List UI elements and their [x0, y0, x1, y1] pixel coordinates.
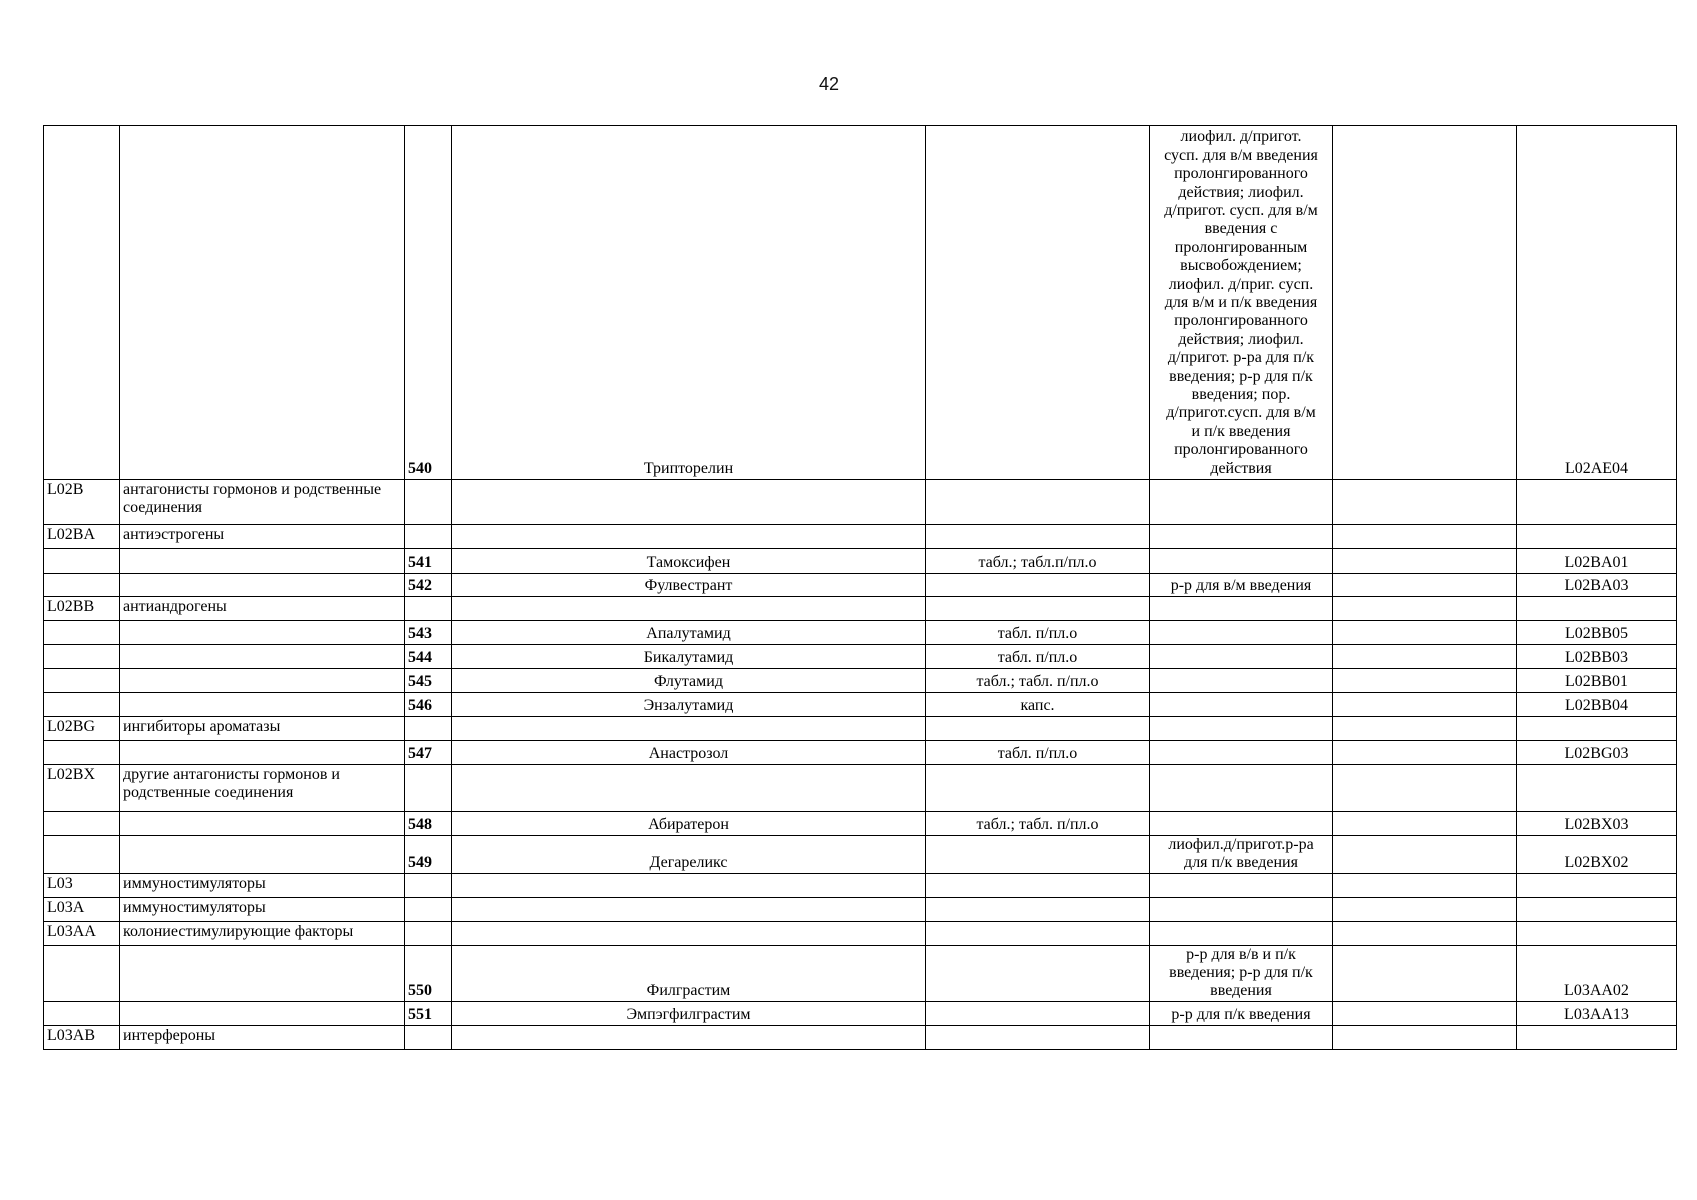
extra-form-cell	[1333, 765, 1517, 812]
oral-form-cell: табл.; табл. п/пл.о	[926, 669, 1150, 693]
atc-code-cell	[1517, 874, 1677, 898]
oral-form-cell	[926, 874, 1150, 898]
oral-form-cell	[926, 525, 1150, 549]
oral-form-cell: капс.	[926, 693, 1150, 717]
group-code-cell	[44, 621, 120, 645]
atc-code-cell: L03AA02	[1517, 946, 1677, 1002]
drug-name-cell: Дегареликс	[452, 836, 926, 874]
injectable-form-cell	[1150, 597, 1333, 621]
item-number-cell	[405, 765, 452, 812]
atc-code-cell: L02BX02	[1517, 836, 1677, 874]
group-name-cell	[120, 693, 405, 717]
injectable-form-cell	[1150, 922, 1333, 946]
item-number-cell	[405, 597, 452, 621]
group-code-cell: L02BB	[44, 597, 120, 621]
table-body	[44, 126, 1677, 1050]
drug-row	[44, 836, 1677, 874]
extra-form-cell	[1333, 812, 1517, 836]
atc-code-cell	[1517, 717, 1677, 741]
drug-name-cell	[452, 874, 926, 898]
oral-form-cell	[926, 836, 1150, 874]
extra-form-cell	[1333, 574, 1517, 597]
drug-name-cell: Энзалутамид	[452, 693, 926, 717]
drug-name-cell	[452, 717, 926, 741]
group-code-cell	[44, 693, 120, 717]
injectable-form-cell	[1150, 1026, 1333, 1050]
group-row	[44, 597, 1677, 621]
item-number-cell: 546	[405, 693, 452, 717]
group-code-cell	[44, 126, 120, 480]
item-number-cell	[405, 874, 452, 898]
group-code-cell	[44, 812, 120, 836]
item-number-cell: 542	[405, 574, 452, 597]
group-name-cell	[120, 812, 405, 836]
drug-name-cell: Фулвестрант	[452, 574, 926, 597]
drug-row	[44, 693, 1677, 717]
group-code-cell	[44, 549, 120, 574]
group-name-cell: иммуностимуляторы	[120, 898, 405, 922]
drug-name-cell: Эмпэгфилграстим	[452, 1002, 926, 1026]
drug-row	[44, 645, 1677, 669]
oral-form-cell: табл.; табл. п/пл.о	[926, 812, 1150, 836]
oral-form-cell	[926, 126, 1150, 480]
item-number-cell: 543	[405, 621, 452, 645]
oral-form-cell	[926, 922, 1150, 946]
atc-code-cell	[1517, 525, 1677, 549]
oral-form-cell	[926, 898, 1150, 922]
group-name-cell: колониестимулирующие факторы	[120, 922, 405, 946]
group-name-cell: антиандрогены	[120, 597, 405, 621]
group-code-cell	[44, 946, 120, 1002]
group-code-cell	[44, 836, 120, 874]
group-row	[44, 922, 1677, 946]
extra-form-cell	[1333, 874, 1517, 898]
group-code-cell	[44, 1002, 120, 1026]
injectable-form-cell	[1150, 812, 1333, 836]
group-name-cell: интерфероны	[120, 1026, 405, 1050]
oral-form-cell	[926, 1002, 1150, 1026]
atc-code-cell	[1517, 1026, 1677, 1050]
group-name-cell: антагонисты гормонов и родственные соединения	[120, 480, 405, 525]
group-name-cell: антиэстрогены	[120, 525, 405, 549]
group-code-cell: L02B	[44, 480, 120, 525]
extra-form-cell	[1333, 525, 1517, 549]
atc-code-cell	[1517, 898, 1677, 922]
group-name-cell	[120, 126, 405, 480]
injectable-form-cell	[1150, 669, 1333, 693]
group-name-cell: иммуностимуляторы	[120, 874, 405, 898]
item-number-cell: 548	[405, 812, 452, 836]
extra-form-cell	[1333, 549, 1517, 574]
drug-name-cell: Филграстим	[452, 946, 926, 1002]
drug-row	[44, 621, 1677, 645]
group-name-cell	[120, 574, 405, 597]
atc-code-cell: L03AA13	[1517, 1002, 1677, 1026]
extra-form-cell	[1333, 898, 1517, 922]
extra-form-cell	[1333, 836, 1517, 874]
injectable-form-cell	[1150, 549, 1333, 574]
group-code-cell: L03AB	[44, 1026, 120, 1050]
oral-form-cell: табл. п/пл.о	[926, 645, 1150, 669]
extra-form-cell	[1333, 693, 1517, 717]
oral-form-cell	[926, 946, 1150, 1002]
group-name-cell: ингибиторы ароматазы	[120, 717, 405, 741]
item-number-cell: 541	[405, 549, 452, 574]
item-number-cell: 545	[405, 669, 452, 693]
group-code-cell: L03A	[44, 898, 120, 922]
drug-name-cell	[452, 1026, 926, 1050]
group-name-cell	[120, 669, 405, 693]
injectable-form-cell: р-р для в/м введения	[1150, 574, 1333, 597]
drug-row	[44, 812, 1677, 836]
extra-form-cell	[1333, 922, 1517, 946]
injectable-form-cell	[1150, 874, 1333, 898]
drug-row	[44, 741, 1677, 765]
extra-form-cell	[1333, 645, 1517, 669]
injectable-form-cell	[1150, 480, 1333, 525]
atc-code-cell: L02BB05	[1517, 621, 1677, 645]
group-name-cell	[120, 741, 405, 765]
extra-form-cell	[1333, 1002, 1517, 1026]
oral-form-cell	[926, 574, 1150, 597]
injectable-form-cell	[1150, 717, 1333, 741]
group-row	[44, 765, 1677, 812]
injectable-form-cell: лиофил. д/пригот. сусп. для в/м введения пролонгированного действия; лиофил. д/пригот. сусп. для в/м введения с пролонгированным высвобождением; лиофил. д/приг. сусп. для в/м и п/к введения пролонгированного действия; лиофил. д/пригот. р-ра для п/к введения; р-р для п/к введения; пор. д/пригот.сусп. для в/м и п/к введения пролонгированного действия	[1150, 126, 1333, 480]
item-number-cell: 540	[405, 126, 452, 480]
group-code-cell	[44, 645, 120, 669]
extra-form-cell	[1333, 597, 1517, 621]
group-name-cell	[120, 836, 405, 874]
injectable-form-cell	[1150, 525, 1333, 549]
item-number-cell	[405, 525, 452, 549]
item-number-cell: 551	[405, 1002, 452, 1026]
item-number-cell: 547	[405, 741, 452, 765]
extra-form-cell	[1333, 717, 1517, 741]
drug-name-cell	[452, 922, 926, 946]
drug-list-table	[43, 125, 1677, 1050]
atc-code-cell	[1517, 597, 1677, 621]
injectable-form-cell	[1150, 645, 1333, 669]
item-number-cell: 549	[405, 836, 452, 874]
extra-form-cell	[1333, 621, 1517, 645]
item-number-cell	[405, 898, 452, 922]
atc-code-cell	[1517, 765, 1677, 812]
oral-form-cell	[926, 597, 1150, 621]
drug-name-cell: Апалутамид	[452, 621, 926, 645]
oral-form-cell	[926, 765, 1150, 812]
group-row	[44, 898, 1677, 922]
item-number-cell	[405, 480, 452, 525]
drug-name-cell: Трипторелин	[452, 126, 926, 480]
atc-code-cell: L02BA03	[1517, 574, 1677, 597]
injectable-form-cell	[1150, 741, 1333, 765]
atc-code-cell: L02BA01	[1517, 549, 1677, 574]
drug-name-cell: Тамоксифен	[452, 549, 926, 574]
drug-row	[44, 946, 1677, 1002]
extra-form-cell	[1333, 946, 1517, 1002]
group-code-cell: L03	[44, 874, 120, 898]
item-number-cell: 550	[405, 946, 452, 1002]
oral-form-cell	[926, 1026, 1150, 1050]
drug-name-cell	[452, 898, 926, 922]
group-row	[44, 525, 1677, 549]
group-row	[44, 717, 1677, 741]
atc-code-cell	[1517, 922, 1677, 946]
drug-name-cell: Анастрозол	[452, 741, 926, 765]
drug-name-cell	[452, 480, 926, 525]
extra-form-cell	[1333, 741, 1517, 765]
drug-name-cell: Абиратерон	[452, 812, 926, 836]
extra-form-cell	[1333, 126, 1517, 480]
group-code-cell: L03AA	[44, 922, 120, 946]
extra-form-cell	[1333, 480, 1517, 525]
injectable-form-cell	[1150, 621, 1333, 645]
injectable-form-cell	[1150, 898, 1333, 922]
drug-row	[44, 126, 1677, 480]
item-number-cell	[405, 717, 452, 741]
page-number: 42	[818, 74, 840, 94]
atc-code-cell: L02AE04	[1517, 126, 1677, 480]
group-code-cell	[44, 669, 120, 693]
group-row	[44, 480, 1677, 525]
group-name-cell: другие антагонисты гормонов и родственные соединения	[120, 765, 405, 812]
item-number-cell	[405, 922, 452, 946]
oral-form-cell: табл. п/пл.о	[926, 741, 1150, 765]
group-code-cell	[44, 574, 120, 597]
drug-row	[44, 574, 1677, 597]
group-name-cell	[120, 645, 405, 669]
oral-form-cell	[926, 717, 1150, 741]
group-name-cell	[120, 549, 405, 574]
extra-form-cell	[1333, 669, 1517, 693]
group-name-cell	[120, 946, 405, 1002]
group-name-cell	[120, 1002, 405, 1026]
group-code-cell: L02BX	[44, 765, 120, 812]
drug-name-cell: Флутамид	[452, 669, 926, 693]
drug-row	[44, 669, 1677, 693]
drug-row	[44, 549, 1677, 574]
atc-code-cell: L02BB04	[1517, 693, 1677, 717]
atc-code-cell: L02BG03	[1517, 741, 1677, 765]
oral-form-cell: табл. п/пл.о	[926, 621, 1150, 645]
drug-name-cell	[452, 765, 926, 812]
atc-code-cell: L02BB01	[1517, 669, 1677, 693]
item-number-cell: 544	[405, 645, 452, 669]
drug-name-cell	[452, 597, 926, 621]
group-row	[44, 874, 1677, 898]
injectable-form-cell	[1150, 693, 1333, 717]
drug-name-cell	[452, 525, 926, 549]
oral-form-cell: табл.; табл.п/пл.о	[926, 549, 1150, 574]
drug-row	[44, 1002, 1677, 1026]
group-row	[44, 1026, 1677, 1050]
injectable-form-cell: лиофил.д/пригот.р-ра для п/к введения	[1150, 836, 1333, 874]
atc-code-cell: L02BB03	[1517, 645, 1677, 669]
group-name-cell	[120, 621, 405, 645]
oral-form-cell	[926, 480, 1150, 525]
group-code-cell: L02BG	[44, 717, 120, 741]
group-code-cell: L02BA	[44, 525, 120, 549]
atc-code-cell: L02BX03	[1517, 812, 1677, 836]
extra-form-cell	[1333, 1026, 1517, 1050]
injectable-form-cell: р-р для п/к введения	[1150, 1002, 1333, 1026]
drug-name-cell: Бикалутамид	[452, 645, 926, 669]
item-number-cell	[405, 1026, 452, 1050]
atc-code-cell	[1517, 480, 1677, 525]
group-code-cell	[44, 741, 120, 765]
injectable-form-cell: р-р для в/в и п/к введения; р-р для п/к введения	[1150, 946, 1333, 1002]
injectable-form-cell	[1150, 765, 1333, 812]
